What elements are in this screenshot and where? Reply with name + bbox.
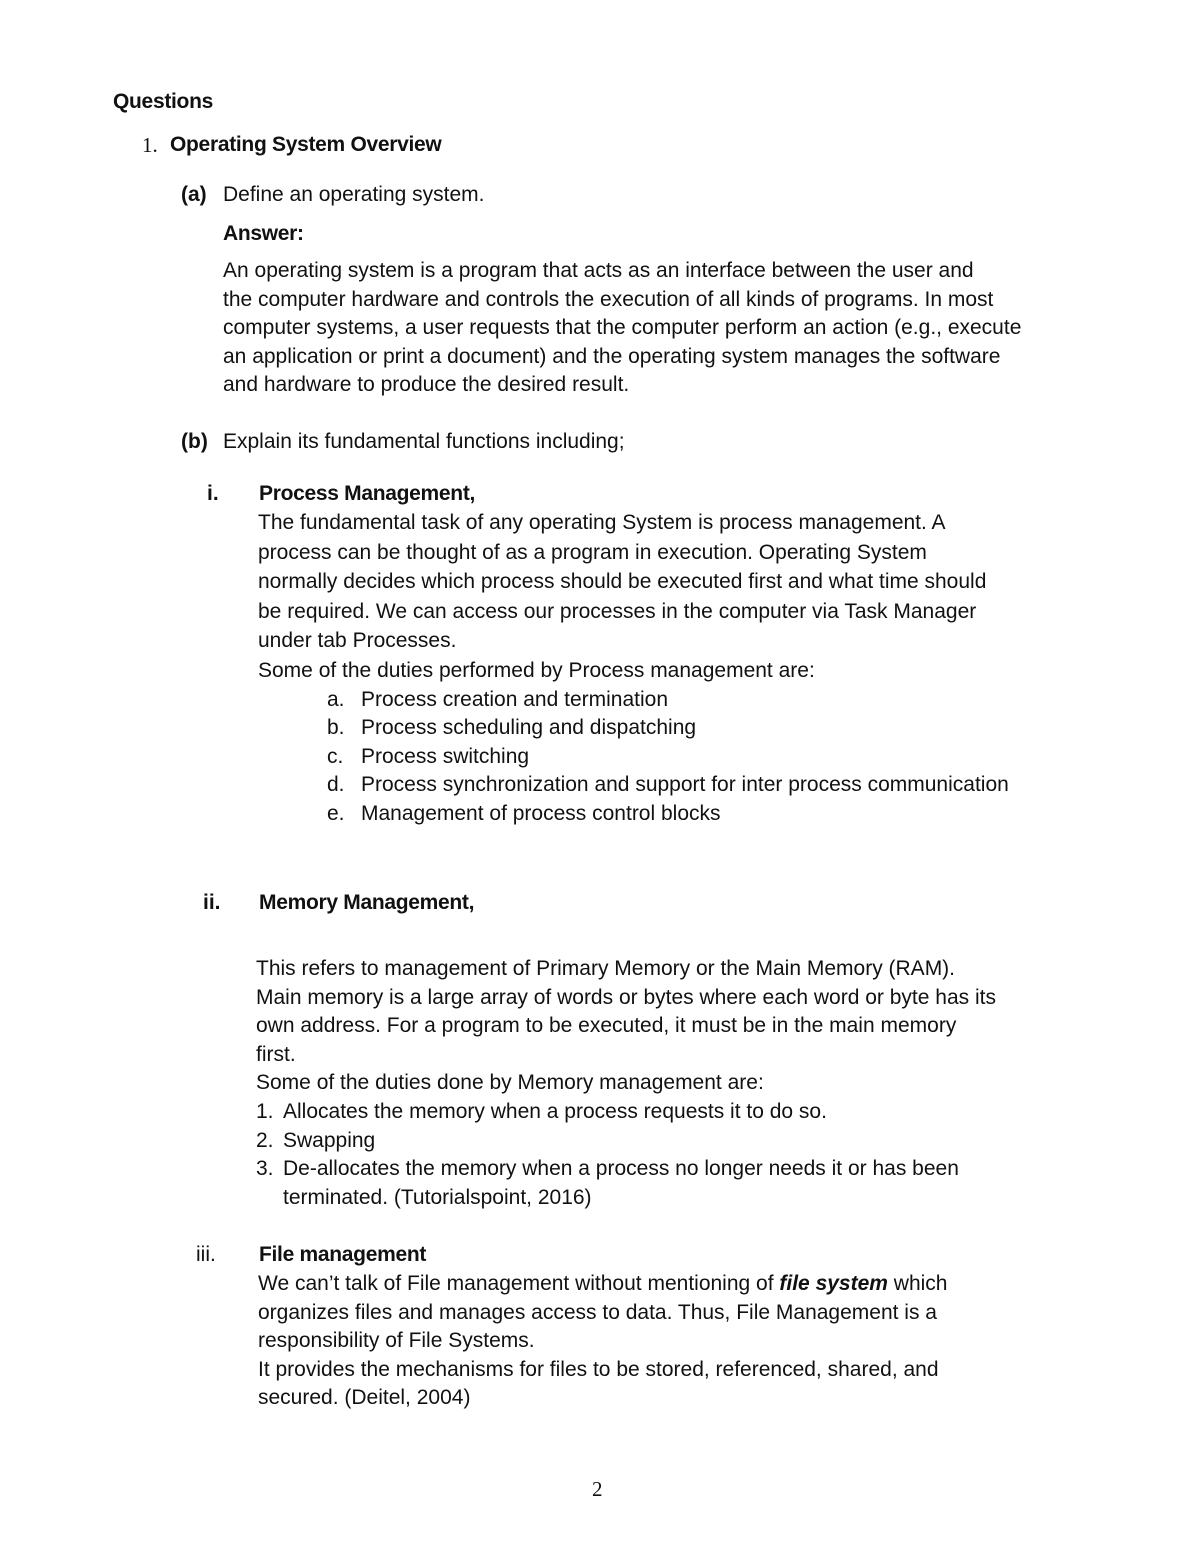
question-title: Operating System Overview	[170, 133, 442, 156]
list-item	[327, 686, 1200, 714]
list-marker: d.	[327, 773, 345, 797]
list-item-text: Swapping	[283, 1128, 376, 1152]
memory-line: Some of the duties done by Memory management are:	[256, 1071, 764, 1095]
list-item-text: Process synchronization and support for inter process communication	[361, 773, 1009, 797]
process-line: The fundamental task of any operating System is process management. A	[258, 511, 946, 534]
file-line: organizes files and manages access to data. Thus, File Management is a	[258, 1300, 937, 1324]
list-marker: b.	[327, 716, 345, 740]
subquestion-a-label: (a)	[181, 183, 207, 206]
file-management-paragraph	[258, 1270, 1138, 1413]
question-number: 1.	[142, 133, 158, 157]
roman-numeral-iii: iii.	[196, 1243, 216, 1266]
memory-management-title: Memory Management,	[259, 891, 475, 914]
memory-management-paragraph	[256, 955, 1136, 1212]
process-line: be required. We can access our processes in the computer via Task Manager	[258, 599, 977, 623]
answer-line: an application or print a document) and the operating system manages the software	[223, 344, 1001, 368]
answer-line: An operating system is a program that acts as an interface between the user and	[223, 259, 974, 282]
list-item	[327, 800, 1200, 828]
answer-line: and hardware to produce the desired result.	[223, 373, 630, 397]
answer-label: Answer:	[223, 222, 304, 245]
list-item-text: terminated. (Tutorialspoint, 2016)	[283, 1185, 592, 1209]
memory-line: first.	[256, 1042, 296, 1066]
list-marker: c.	[327, 744, 344, 768]
list-item-text: De-allocates the memory when a process no longer needs it or has been	[283, 1157, 959, 1181]
list-item-text: Management of process control blocks	[361, 801, 721, 825]
memory-line: This refers to management of Primary Memory or the Main Memory (RAM).	[256, 957, 956, 980]
process-management-paragraph	[258, 508, 1138, 686]
section-heading: Questions	[113, 90, 213, 113]
list-item	[327, 714, 1200, 742]
list-item	[327, 743, 1200, 771]
process-line: Some of the duties performed by Process management are:	[258, 658, 815, 682]
memory-line: Main memory is a large array of words or bytes where each word or byte has its	[256, 985, 996, 1009]
file-line: It provides the mechanisms for files to be stored, referenced, shared, and	[258, 1357, 939, 1381]
process-duties-list	[327, 686, 1200, 828]
file-line-text: which	[893, 1272, 948, 1295]
subquestion-a-text: Define an operating system.	[223, 183, 485, 206]
file-line: responsibility of File Systems.	[258, 1329, 535, 1353]
file-line	[258, 1270, 1138, 1299]
list-item-text: Process scheduling and dispatching	[361, 716, 697, 740]
process-line: normally decides which process should be executed first and what time should	[258, 570, 987, 594]
list-item	[256, 1127, 1136, 1156]
list-item-text: Process switching	[361, 744, 530, 768]
list-item	[256, 1155, 1136, 1184]
process-line: process can be thought of as a program in execution. Operating System	[258, 540, 927, 564]
file-line-text: We can’t talk of File management without mentioning of	[258, 1272, 774, 1295]
memory-line: own address. For a program to be executed, it must be in the main memory	[256, 1014, 957, 1038]
list-item	[256, 1098, 1136, 1127]
file-line: secured. (Deitel, 2004)	[258, 1386, 471, 1410]
process-management-title: Process Management,	[259, 482, 476, 505]
answer-line: computer systems, a user requests that the computer perform an action (e.g., execute	[223, 316, 1022, 340]
subquestion-b-text: Explain its fundamental functions including;	[223, 430, 625, 453]
page-number: 2	[592, 1477, 603, 1501]
answer-line: the computer hardware and controls the execution of all kinds of programs. In most	[223, 287, 994, 311]
file-system-emphasis: file system	[779, 1272, 888, 1295]
roman-numeral-i: i.	[207, 482, 219, 505]
process-line: under tab Processes.	[258, 629, 457, 653]
list-item-continuation	[256, 1184, 1136, 1213]
list-marker: e.	[327, 801, 345, 825]
answer-paragraph	[223, 257, 1103, 400]
list-marker: 1.	[256, 1099, 274, 1123]
list-item	[327, 771, 1200, 799]
list-item-text: Process creation and termination	[361, 688, 668, 711]
list-marker: 3.	[256, 1157, 274, 1181]
subquestion-b-label: (b)	[181, 430, 208, 453]
roman-numeral-ii: ii.	[203, 891, 221, 914]
list-marker: 2.	[256, 1128, 274, 1152]
list-item-text: Allocates the memory when a process requests it to do so.	[283, 1099, 827, 1123]
file-management-title: File management	[259, 1243, 427, 1266]
list-marker: a.	[327, 688, 345, 711]
